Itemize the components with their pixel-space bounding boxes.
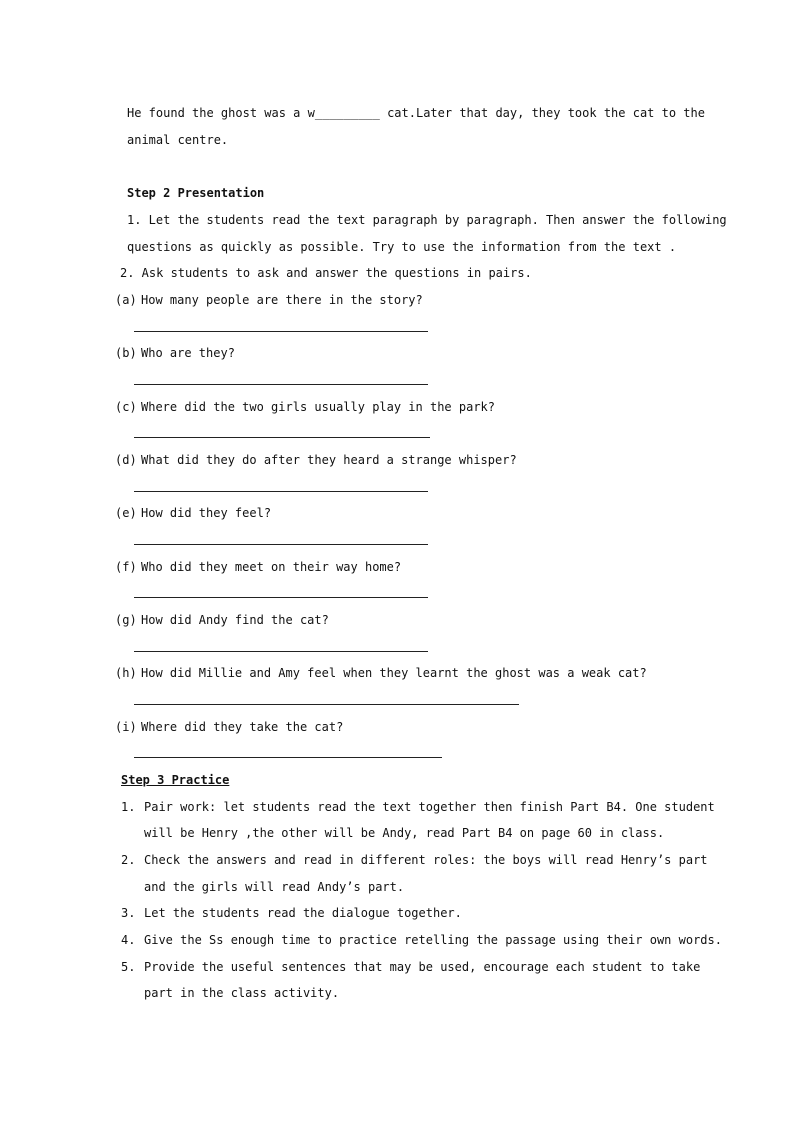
step2-para-1-line-1: 1. Let the students read the text paragraph by paragraph. Then answer the following [127,213,727,227]
answer-line-f[interactable] [134,597,428,598]
question-b-label: (b) [115,346,137,360]
practice-item-1-number: 1. [121,800,136,814]
question-a-text: How many people are there in the story? [141,293,423,307]
practice-item-4-number: 4. [121,933,136,947]
question-e-text: How did they feel? [141,506,272,520]
question-g-text: How did Andy find the cat? [141,613,329,627]
question-e-label: (e) [115,506,137,520]
question-g-label: (g) [115,613,137,627]
answer-line-g[interactable] [134,651,428,652]
answer-line-e[interactable] [134,544,428,545]
step2-para-2: 2. Ask students to ask and answer the questions in pairs. [120,266,532,280]
question-f-label: (f) [115,560,137,574]
intro-line-1: He found the ghost was a w_________ cat.Later that day, they took the cat to the [127,106,705,120]
question-b-text: Who are they? [141,346,235,360]
step2-para-1-line-2: questions as quickly as possible. Try to use the information from the text . [127,240,677,254]
practice-item-3-number: 3. [121,906,136,920]
answer-line-i[interactable] [134,757,442,758]
question-a-label: (a) [115,293,137,307]
answer-line-d[interactable] [134,491,428,492]
practice-item-2-line-1: Check the answers and read in different roles: the boys will read Henry’s part [144,853,708,867]
practice-item-4-line-1: Give the Ss enough time to practice retelling the passage using their own words. [144,933,722,947]
question-c-label: (c) [115,400,137,414]
practice-item-1-line-1: Pair work: let students read the text together then finish Part B4. One student [144,800,715,814]
question-d-label: (d) [115,453,137,467]
practice-item-2-number: 2. [121,853,136,867]
question-i-label: (i) [115,720,137,734]
practice-item-2-line-2: and the girls will read Andy’s part. [144,880,405,894]
question-c-text: Where did the two girls usually play in the park? [141,400,496,414]
question-f-text: Who did they meet on their way home? [141,560,402,574]
question-d-text: What did they do after they heard a strange whisper? [141,453,517,467]
practice-item-5-line-2: part in the class activity. [144,986,340,1000]
question-h-text: How did Millie and Amy feel when they learnt the ghost was a weak cat? [141,666,647,680]
practice-item-5-number: 5. [121,960,136,974]
question-h-label: (h) [115,666,137,680]
step3-heading: Step 3 Practice [121,773,230,787]
intro-line-2: animal centre. [127,133,229,147]
question-i-text: Where did they take the cat? [141,720,344,734]
practice-item-1-line-2: will be Henry ,the other will be Andy, read Part B4 on page 60 in class. [144,826,665,840]
practice-item-5-line-1: Provide the useful sentences that may be used, encourage each student to take [144,960,701,974]
answer-line-h[interactable] [134,704,519,705]
step2-heading: Step 2 Presentation [127,186,265,200]
answer-line-b[interactable] [134,384,428,385]
practice-item-3-line-1: Let the students read the dialogue together. [144,906,462,920]
answer-line-a[interactable] [134,331,428,332]
answer-line-c[interactable] [134,437,430,438]
